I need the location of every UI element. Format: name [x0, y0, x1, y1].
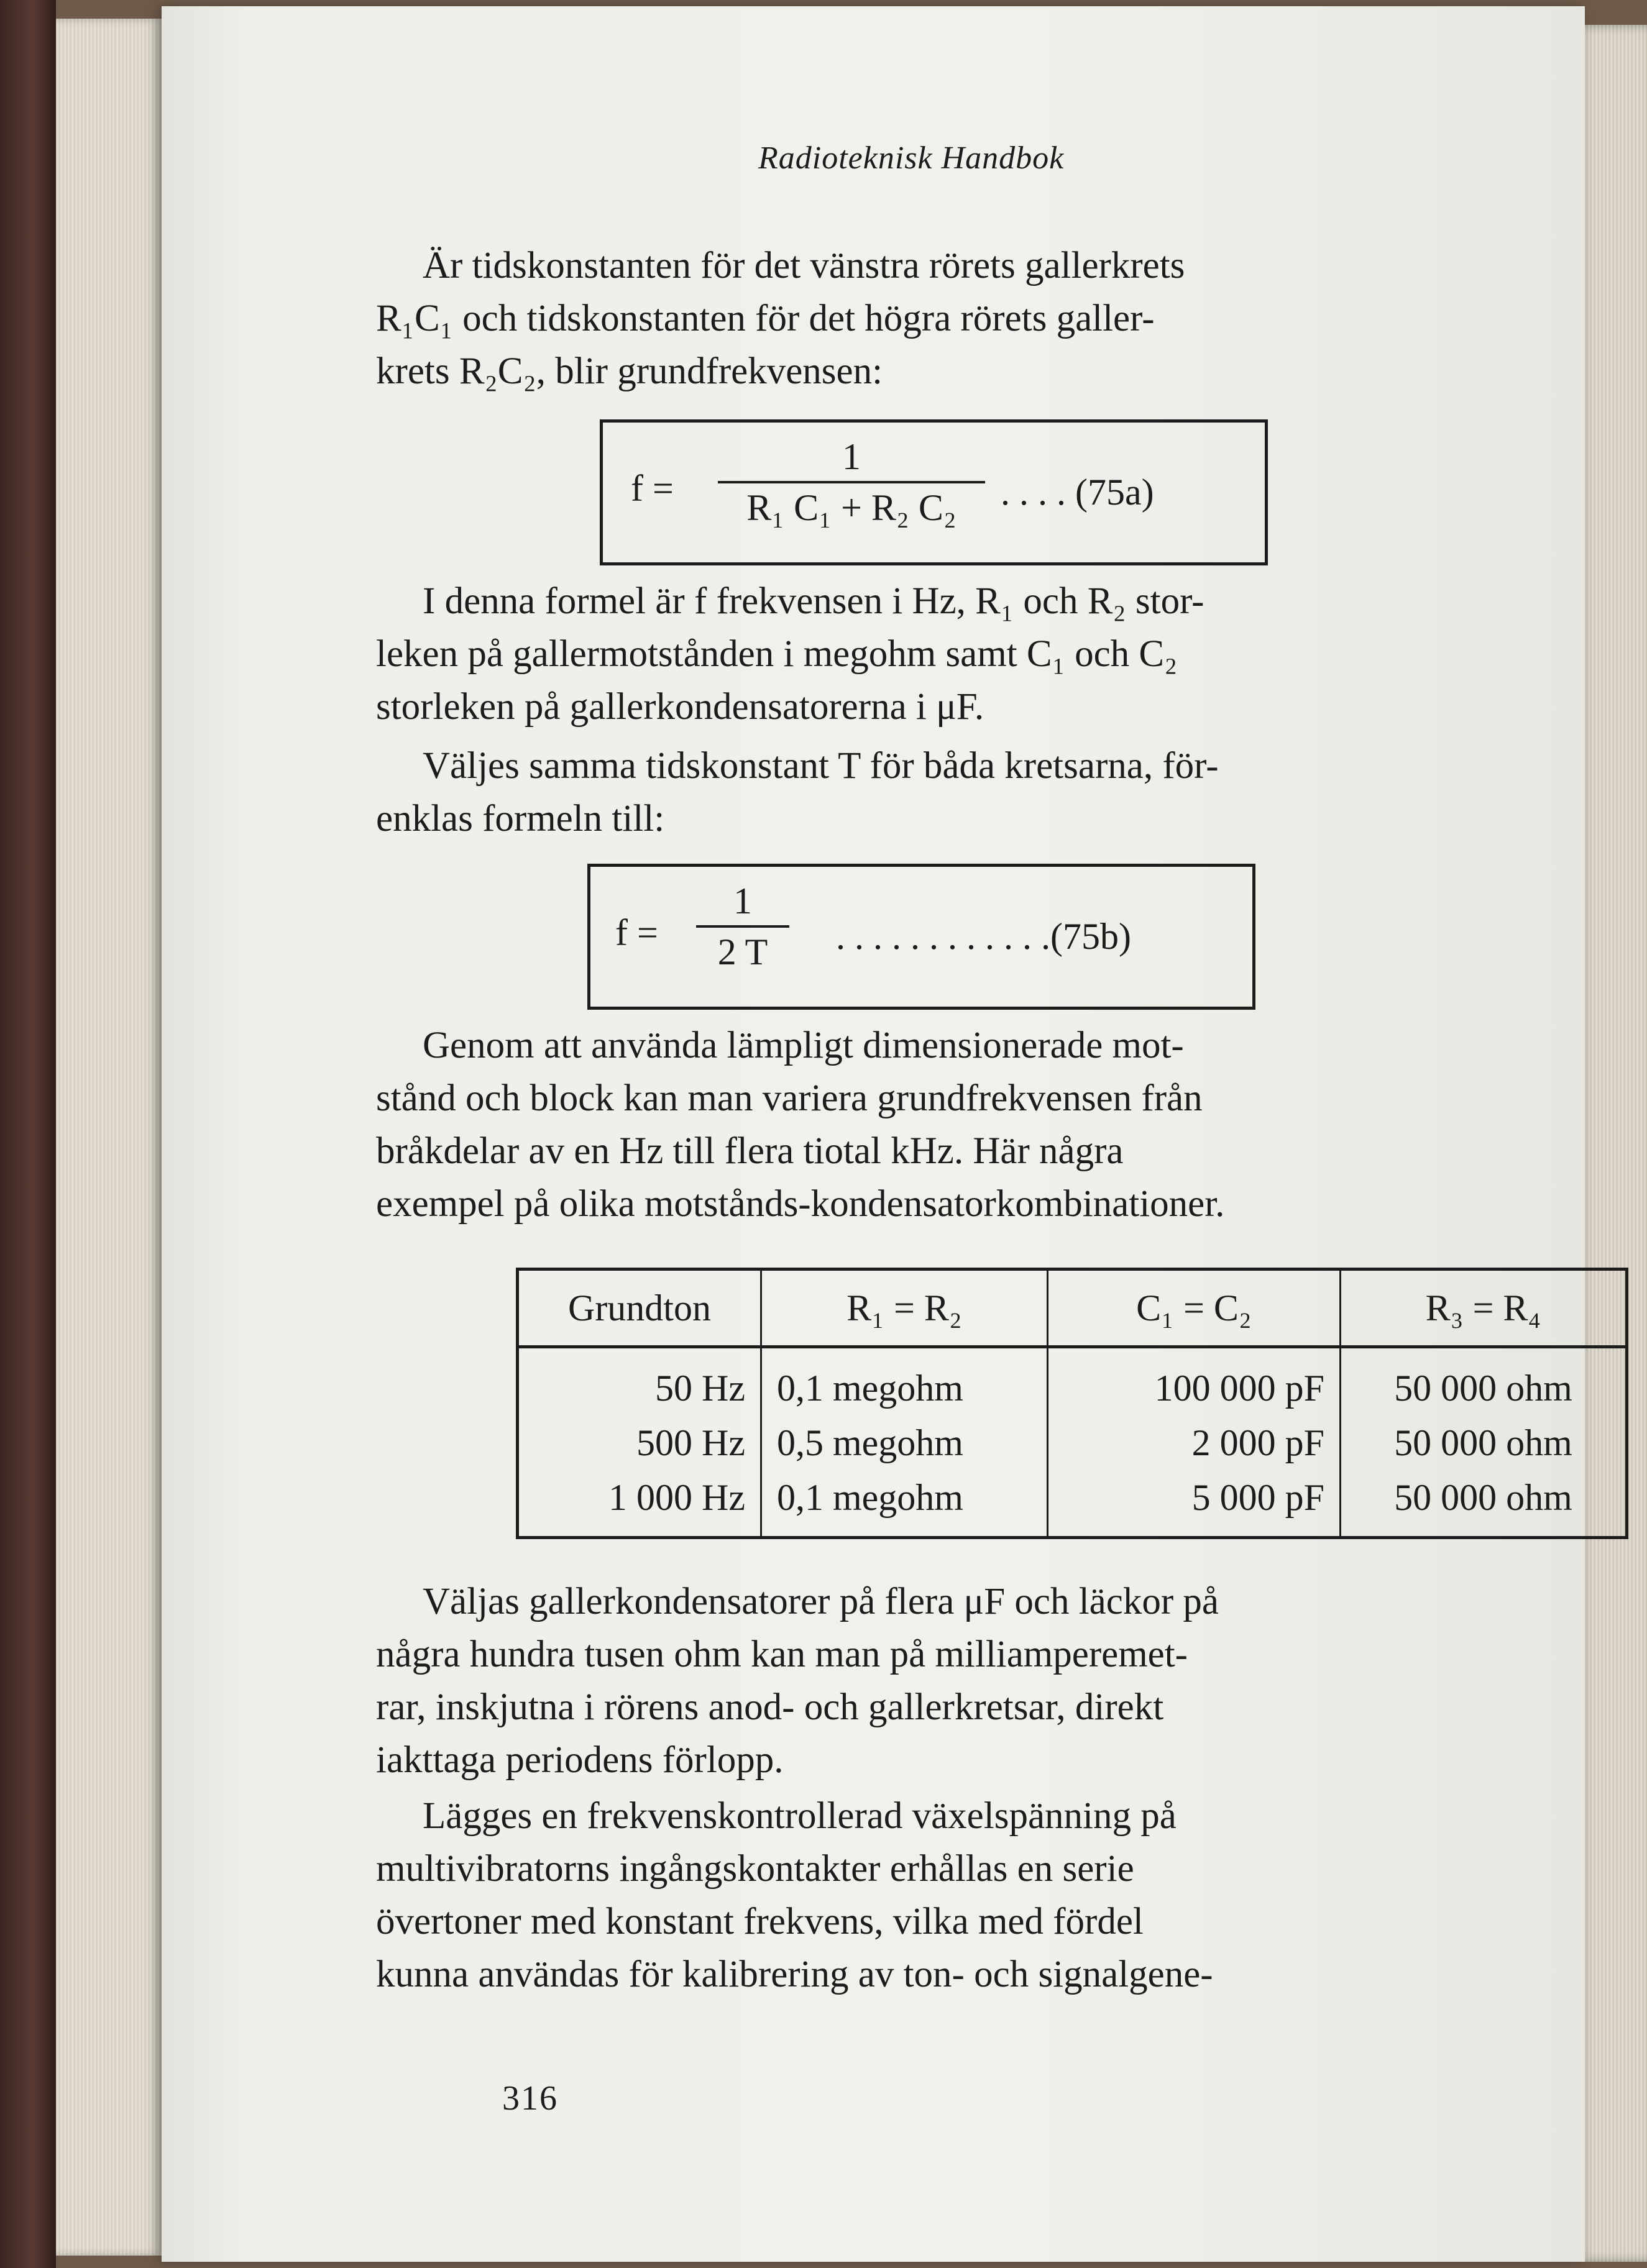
table-cell: 0,1 megohm: [761, 1470, 1048, 1538]
fraction-bar: [718, 481, 985, 483]
formula-lhs: f =: [631, 468, 674, 509]
table-cell: 50 000 ohm: [1341, 1347, 1627, 1416]
table-cell: 0,1 megohm: [761, 1347, 1048, 1416]
text-line: rar, inskjutna i rörens anod- och gallerkretsar, direkt: [376, 1686, 1164, 1728]
column-header: R₁ = R₂: [761, 1269, 1048, 1347]
fraction-numerator: 1: [842, 436, 861, 477]
page-number: 316: [502, 2079, 558, 2118]
text-line: Lägges en frekvenskontrollerad växelspänning på: [423, 1795, 1177, 1837]
paragraph-6: [376, 1790, 1271, 2001]
paragraph-2: [376, 575, 1271, 733]
text-line: R₁C₁ och tidskonstanten för det högra rörets galler-: [376, 298, 1155, 339]
table-row: [518, 1470, 1627, 1538]
text-line: några hundra tusen ohm kan man på milliamperemet-: [376, 1634, 1188, 1675]
text-line: Väljes samma tidskonstant T för båda kretsarna, för-: [423, 745, 1219, 787]
table-cell: 1 000 Hz: [518, 1470, 761, 1538]
table-cell: 100 000 pF: [1048, 1347, 1341, 1416]
table-cell: 50 000 ohm: [1341, 1415, 1627, 1470]
table-header-row: [518, 1269, 1627, 1347]
paragraph-5: [376, 1575, 1271, 1786]
fraction-numerator: 1: [733, 880, 752, 921]
text-line: Genom att använda lämpligt dimensionerade mot-: [423, 1025, 1184, 1066]
text-line: krets R₂C₂, blir grundfrekvensen:: [376, 350, 883, 392]
formula-75a-box: [600, 419, 1268, 565]
text-line: storleken på gallerkondensatorerna i μF.: [376, 686, 984, 728]
formula-tag: . . . . (75a): [1001, 472, 1154, 513]
paragraph-3: [376, 739, 1271, 845]
text-line: övertoner med konstant frekvens, vilka med fördel: [376, 1901, 1144, 1942]
table-row: [518, 1347, 1627, 1416]
text-line: Väljas gallerkondensatorer på flera μF och läckor på: [423, 1581, 1219, 1622]
table-cell: 50 Hz: [518, 1347, 761, 1416]
text-line: bråkdelar av en Hz till flera tiotal kHz. Här några: [376, 1130, 1124, 1172]
running-head: Radioteknisk Handbok: [758, 140, 1065, 176]
table-cell: 2 000 pF: [1048, 1415, 1341, 1470]
page-stack-left: [56, 19, 162, 2256]
formula-fraction: [696, 879, 789, 974]
text-line: iakttaga periodens förlopp.: [376, 1739, 784, 1781]
table-cell: 5 000 pF: [1048, 1470, 1341, 1538]
book-cover-edge: [0, 0, 56, 2268]
text-line: stånd och block kan man variera grundfrekvensen från: [376, 1077, 1203, 1119]
table-cell: 0,5 megohm: [761, 1415, 1048, 1470]
table-cell: 50 000 ohm: [1341, 1470, 1627, 1538]
fraction-denominator: 2 T: [717, 931, 768, 972]
book-page: [162, 6, 1585, 2262]
column-header: C₁ = C₂: [1048, 1269, 1341, 1347]
formula-tag: . . . . . . . . . . . .(75b): [836, 916, 1131, 957]
text-line: Är tidskonstanten för det vänstra rörets gallerkrets: [423, 245, 1185, 286]
text-line: I denna formel är f frekvensen i Hz, R₁ och R₂ stor-: [423, 580, 1204, 622]
formula-75b-box: [587, 864, 1255, 1010]
text-line: enklas formeln till:: [376, 798, 665, 839]
fraction-bar: [696, 925, 789, 928]
text-line: kunna användas för kalibrering av ton- och signalgene-: [376, 1954, 1213, 1995]
fraction-denominator: R₁ C₁ + R₂ C₂: [746, 487, 957, 528]
column-header: R₃ = R₄: [1341, 1269, 1627, 1347]
paragraph-4: [376, 1019, 1271, 1230]
column-header: Grundton: [518, 1269, 761, 1347]
table-row: [518, 1415, 1627, 1470]
formula-fraction: [718, 435, 985, 529]
text-line: multivibratorns ingångskontakter erhållas en serie: [376, 1848, 1134, 1890]
text-line: leken på gallermotstånden i megohm samt C₁ och C₂: [376, 633, 1178, 675]
text-line: exempel på olika motstånds-kondensatorkombinationer.: [376, 1183, 1225, 1225]
formula-lhs: f =: [615, 912, 658, 953]
table-cell: 500 Hz: [518, 1415, 761, 1470]
paragraph-1: [376, 239, 1271, 398]
component-table: [516, 1268, 1628, 1539]
